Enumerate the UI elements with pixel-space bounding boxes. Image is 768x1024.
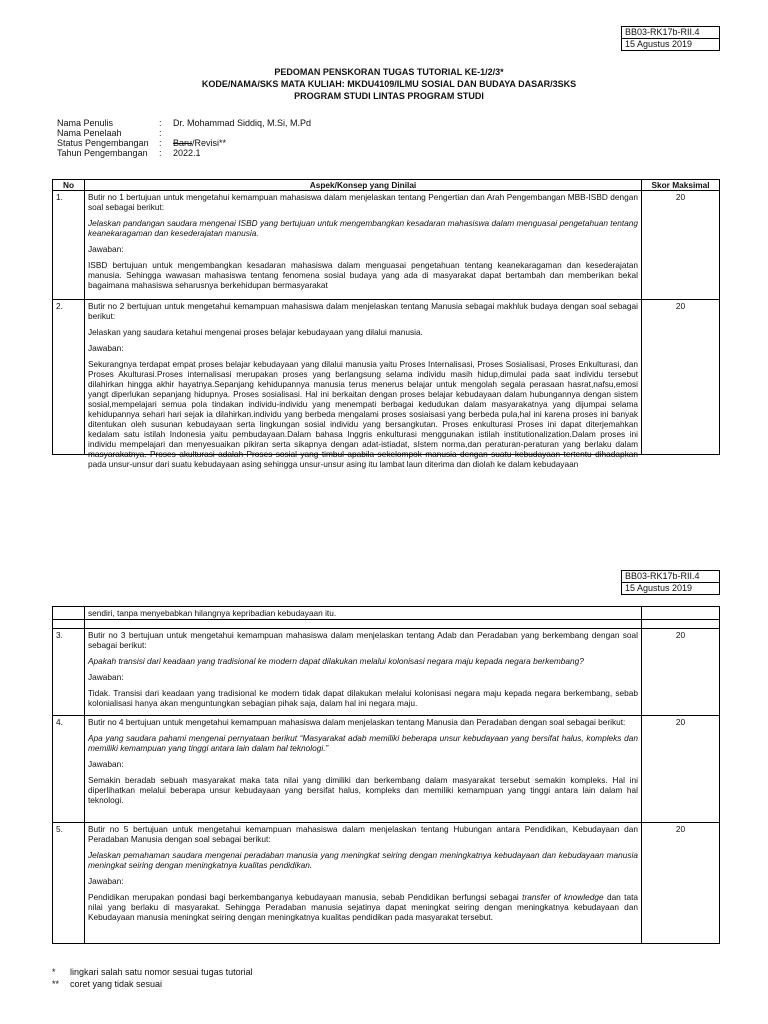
answer-text-1: Pendidikan merupakan pondasi bagi berkembanganya kebudayaan manusia, sebab Pendidikan berfungsi sebagai xyxy=(88,892,523,902)
title-line-2: KODE/NAMA/SKS MATA KULIAH: MKDU4109/ILMU SOSIAL DAN BUDAYA DASAR/3SKS xyxy=(201,79,577,89)
status-revisi: /Revisi** xyxy=(192,138,227,148)
item-question: Apakah transisi dari keadaan yang tradisional ke modern dapat dilakukan melalui kolonisasi negara maju kepada negara berkembang? xyxy=(88,656,584,666)
item-question: Jelaskan yang saudara ketahui mengenai proses belajar kebudayaan yang dilalui manusia. xyxy=(88,327,423,337)
colon: : xyxy=(159,128,162,138)
colon: : xyxy=(159,138,162,148)
footnote-1 xyxy=(52,966,253,978)
item-score: 20 xyxy=(642,823,720,944)
scoring-table-page-2 xyxy=(52,606,720,944)
item-answer: Semakin beradab sebuah masyarakat maka tata nilai yang dimiliki dan berkembang dalam masyarakat tersebut semakin kompleks. Hal ini diperlihatkan melalui beberapa unsur kebudayaan yang bersifat halus, kompleks dan memiliki kemampuan yang tinggi antara lain dalam hal teknologi. xyxy=(88,775,638,805)
item-answer: ISBD bertujuan untuk mengembangkan kesadaran mahasiswa dalam menguasai pengetahuan tentang keanekaragaman dan kesederajatan manusia. Sehingga wawasan mahasiswa tentang fenomena sosial budaya yang ada di masyarakat dapat bertambah dan memberikan bekal bagaimana mahasiswa seharusnya berkehidupan bermasyarakat xyxy=(88,260,638,290)
document-date: 15 Agustus 2019 xyxy=(622,38,719,50)
tahun-value: 2022.1 xyxy=(173,148,201,158)
header-skor: Skor Maksimal xyxy=(642,180,720,191)
document-code: BB03-RK17b-RII.4 xyxy=(625,27,700,37)
item-intro: Butir no 5 bertujuan untuk mengetahui kemampuan mahasiswa dalam menjelaskan tentang Hubungan antara Pendidikan, Kebudayaan dan Peradaban Manusia dengan soal sebagai berikut: xyxy=(88,824,638,844)
nama-penulis-label: Nama Penulis xyxy=(57,118,114,128)
header-aspek: Aspek/Konsep yang Dinilai xyxy=(85,180,642,191)
table-row xyxy=(53,823,720,944)
footnote-mark: * xyxy=(52,967,56,977)
table-header-row xyxy=(53,180,720,191)
table-row xyxy=(53,607,720,620)
table-row xyxy=(53,716,720,823)
item-answer-continued-text: sendiri, tanpa menyebabkan hilangnya kepribadian kebudayaan itu. xyxy=(88,608,337,618)
item-number: 4. xyxy=(53,716,85,823)
item-intro: Butir no 3 bertujuan untuk mengetahui kemampuan mahasiswa dalam menjelaskan tentang Adab dan Peradaban yang berkembang dengan soal sebagai berikut: xyxy=(88,630,638,650)
answer-italic-term: transfer of knowledge xyxy=(522,892,604,902)
item-content xyxy=(85,300,642,469)
item-number: 1. xyxy=(53,191,85,300)
answer-label: Jawaban: xyxy=(88,244,124,254)
item-question: Jelaskan pandangan saudara mengenai ISBD yang bertujuan untuk mengembangkan kesadaran mahasiswa dalam menguasai pengetahuan tentang keanekaragaman dan kesederajatan manusia. xyxy=(88,218,638,238)
footnote-text: lingkari salah satu nomor sesuai tugas tutorial xyxy=(70,967,253,977)
document-date: 15 Agustus 2019 xyxy=(622,582,719,594)
table-row xyxy=(53,629,720,716)
answer-label: Jawaban: xyxy=(88,876,124,886)
answer-label: Jawaban: xyxy=(88,759,124,769)
scoring-table-page-1 xyxy=(52,179,720,469)
footnotes xyxy=(52,966,253,990)
item-score: 20 xyxy=(642,191,720,300)
item-answer-continued xyxy=(85,607,642,620)
footnote-text: coret yang tidak sesuai xyxy=(70,979,163,989)
table-row xyxy=(53,620,720,629)
title-line-1: PEDOMAN PENSKORAN TUGAS TUTORIAL KE-1/2/3* xyxy=(274,67,504,77)
tahun-label: Tahun Pengembangan xyxy=(57,148,148,158)
item-answer: Sekurangnya terdapat empat proses belajar kebudayaan yang dilalui manusia yaitu Proses Internalisasi, Proses Sosialisasi, Proses Enkulturasi, dan Proses Akulturasi.Proses internalisasi merupakan proses yang berlangsung selama individu masih hidup,dimulai pada saat individu tersebut dilahirkan hingga akhir hayatnya.Sepanjang kehidupannya manusia terus menerus belajar untuk mengolah segala perasaan hasrat,nafsu,emosi yangt diperlukan sepanjang hidupnya. Proses sosialisasi. Hal ini berkaitan dengan proses belajar kebudayaan dalam hubungannya dengan sistem sosial,mempelajari semua pola tindakan individu-individu yang menempati berbagai kedudukan dalam masyarakatnya yang dijumpai selama kehidupannya sehari hari sejak ia dilahirkan.individu yang berbeda mengalami proses sosiaisasi yang berbeda pula,hal ini karena proses ini banyak ditentukan oleh susunan kebudayaan serta lingkungan sosial individu yang bersangkutan. Proses enkulturasi Proses ini dapat diterjemahkan kedalam satu istilah Indonesia yaitu pembudayaan.Dalam bahasa Inggris enkulturasi menggunakan istilah institutionalization.Dalam proses ini individu mempelajari dan menyesuaikan pikiran serta sikapnya dengan adat-istiadat, sIstem norma,dan peraturan-peraturan yang berlaku dalam masyarakatnya. Proses akulturasi adalah Proses sosial yang timbul apabila sekelompok manusia dengan suatu kebudayaan tertentu dihadapkan pada unsur-unsur dari suatu kebudayaan asing sehingga unsur-unsur asing itu lambat laun diterima dan diolah ke dalam kebudayaan xyxy=(88,359,638,469)
item-number: 3. xyxy=(53,629,85,716)
status-label: Status Pengembangan xyxy=(57,138,149,148)
document-code-box xyxy=(621,570,720,595)
item-question: Apa yang saudara pahami mengenai pernyataan berikut “Masyarakat adab memiliki beberapa unsur kebudayaan yang bersifat halus, kompleks dan memiliki kemampuan yang tinggi antara lain dalam hal teknologi.” xyxy=(88,733,638,753)
item-number: 5. xyxy=(53,823,85,944)
footnote-2 xyxy=(52,978,253,990)
item-answer xyxy=(88,892,638,922)
nama-penelaah-label: Nama Penelaah xyxy=(57,128,122,138)
item-intro: Butir no 2 bertujuan untuk mengetahui kemampuan mahasiswa dalam menjelaskan tentang Manusia sebagai makhluk budaya dengan soal sebagai berikut: xyxy=(88,301,638,321)
item-content xyxy=(85,629,642,716)
item-content xyxy=(85,191,642,300)
author-info xyxy=(57,118,311,158)
answer-text-2: dan tata nilai yang berlaku di masyarakat. Sehingga Peradaban manusia sejatinya dapat meningkat seiring dengan meningkatnya kebudayaan dan Kebudayaan manusia meningkat seiring dengan meningkatnya kualitas pendidikan pada masyarakat tersebut. xyxy=(88,892,638,922)
page-title xyxy=(60,66,718,102)
document-code-box xyxy=(621,26,720,51)
answer-label: Jawaban: xyxy=(88,343,124,353)
header-no: No xyxy=(53,180,85,191)
nama-penulis-value: Dr. Mohammad Siddiq, M.Si, M.Pd xyxy=(173,118,312,128)
item-score: 20 xyxy=(642,629,720,716)
item-intro: Butir no 1 bertujuan untuk mengetahui kemampuan mahasiswa dalam menjelaskan tentang Pengertian dan Arah Pengembangan MBB-ISBD dengan soal sebagai berikut: xyxy=(88,192,638,212)
footnote-mark: ** xyxy=(52,979,60,989)
status-value xyxy=(173,138,226,148)
table-row xyxy=(53,191,720,300)
item-content xyxy=(85,823,642,944)
item-content xyxy=(85,716,642,823)
title-line-3: PROGRAM STUDI LINTAS PROGRAM STUDI xyxy=(294,91,484,101)
answer-label: Jawaban: xyxy=(88,672,124,682)
table-row xyxy=(53,300,720,455)
item-score: 20 xyxy=(642,716,720,823)
item-number: 2. xyxy=(53,300,85,455)
item-score: 20 xyxy=(642,300,720,455)
colon: : xyxy=(159,148,162,158)
item-answer: Tidak. Transisi dari keadaan yang tradisional ke modern tidak dapat dilakukan melalui kolonisasi negara maju kepada negara berkembang, sebab kolonialisasi hanya akan menguntungkan sebagian pihak saja, dalam hal ini negara maju. xyxy=(88,688,638,708)
status-baru-struck: Baru xyxy=(173,138,193,148)
item-question: Jelaskan pemahaman saudara mengenai peradaban manusia yang meningkat seiring dengan meningkatnya kebudayaan dan kebudayaan manusia meningkat seiring dengan meningkatnya kualitas pendidikan. xyxy=(88,850,638,870)
document-code: BB03-RK17b-RII.4 xyxy=(625,571,700,581)
colon: : xyxy=(159,118,162,128)
item-intro: Butir no 4 bertujuan untuk mengetahui kemampuan mahasiswa dalam menjelaskan tentang Manusia dan Peradaban dengan soal sebagai berikut: xyxy=(88,717,626,727)
